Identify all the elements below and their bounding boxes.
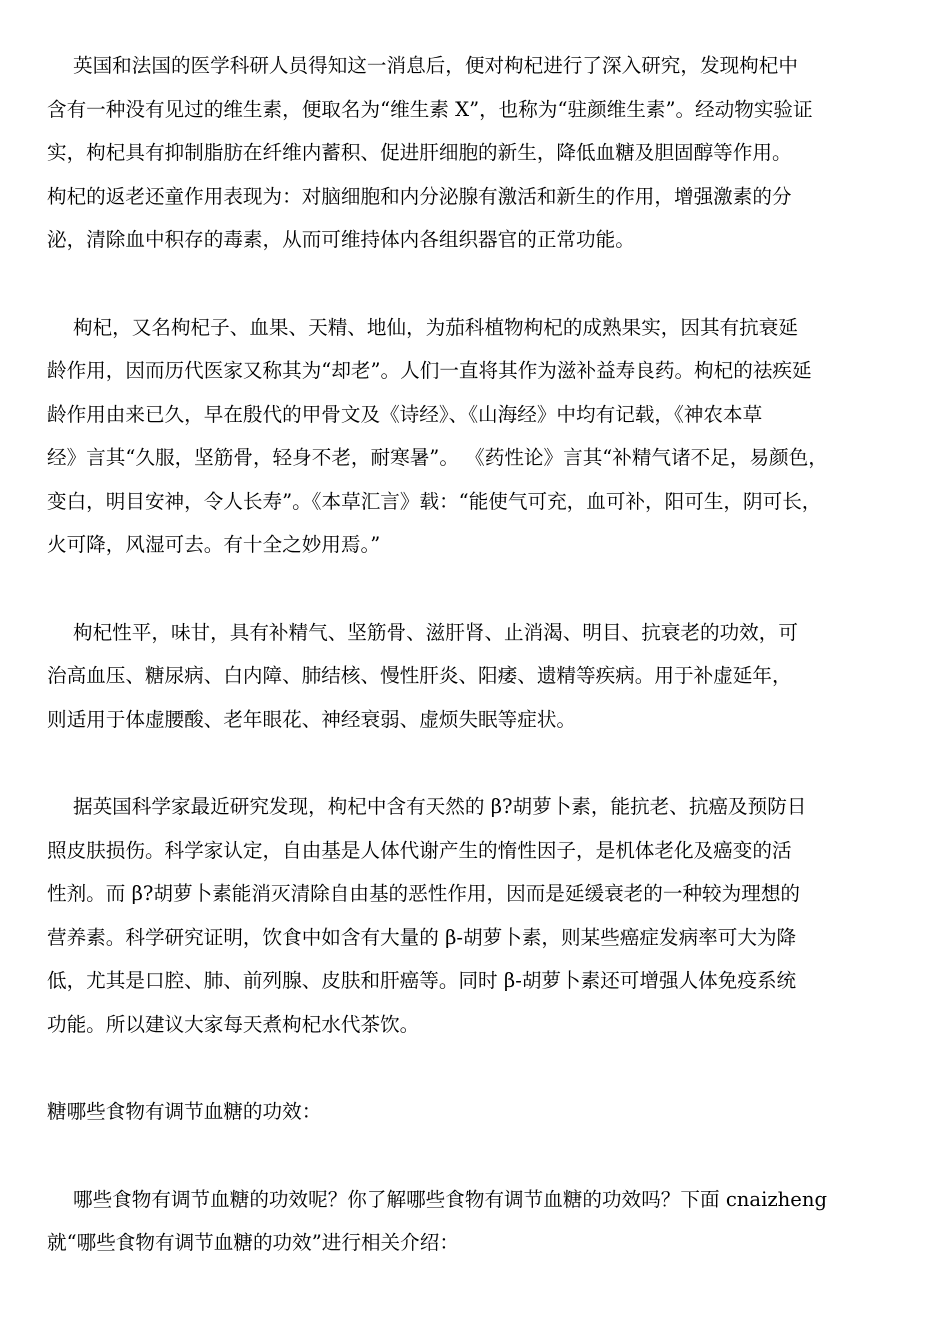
text-line: 泌，清除血中积存的毒素，从而可维持体内各组织器官的正常功能。 xyxy=(47,228,635,251)
paragraph-spacer xyxy=(47,567,907,611)
paragraph-spacer xyxy=(47,741,907,785)
text-line: 哪些食物有调节血糖的功效呢？你了解哪些食物有调节血糖的功效吗？下面 cnaizheng xyxy=(73,1187,828,1211)
section-heading: 糖哪些食物有调节血糖的功效： xyxy=(47,1100,322,1123)
paragraph-goji-vitamin-x xyxy=(47,44,907,262)
text-line: 火可降，风湿可去。有十全之妙用焉。” xyxy=(47,533,381,556)
text-line: 营养素。科学研究证明，饮食中如含有大量的 β-胡萝卜素，则某些癌症发病率可大为降 xyxy=(47,925,797,949)
paragraph-spacer xyxy=(47,262,907,306)
text-line: 实，枸杞具有抑制脂肪在纤维内蓄积、促进肝细胞的新生，降低血糖及胆固醇等作用。 xyxy=(47,141,792,164)
text-line: 治高血压、糖尿病、白内障、肺结核、慢性肝炎、阳痿、遗精等疾病。用于补虚延年， xyxy=(47,664,792,687)
text-line: 枸杞性平，味甘，具有补精气、坚筋骨、滋肝肾、止消渴、明目、抗衰老的功效，可 xyxy=(73,620,798,644)
paragraph-goji-properties xyxy=(47,611,907,742)
text-line: 含有一种没有见过的维生素，便取名为“维生素 X”，也称为“驻颜维生素”。经动物实验证 xyxy=(47,97,813,121)
text-line: 低，尤其是口腔、肺、前列腺、皮肤和肝癌等。同时 β-胡萝卜素还可增强人体免疫系统 xyxy=(47,969,797,992)
paragraph-spacer xyxy=(47,1134,907,1178)
text-line: 枸杞的返老还童作用表现为：对脑细胞和内分泌腺有激活和新生的作用，增强激素的分 xyxy=(47,184,792,208)
document-page xyxy=(47,44,907,1265)
text-line: 据英国科学家最近研究发现，枸杞中含有天然的 β?胡萝卜素，能抗老、抗癌及预防日 xyxy=(73,795,807,818)
paragraph-goji-history xyxy=(47,306,907,567)
text-line: 枸杞，又名枸杞子、血果、天精、地仙，为茄科植物枸杞的成熟果实，因其有抗衰延 xyxy=(73,315,798,339)
text-line: 性剂。而 β?胡萝卜素能消灭清除自由基的恶性作用，因而是延缓衰老的一种较为理想的 xyxy=(47,882,801,905)
text-line: 功能。所以建议大家每天煮枸杞水代茶饮。 xyxy=(47,1012,420,1036)
text-line: 龄作用由来已久，早在殷代的甲骨文及《诗经》、《山海经》中均有记载，《神农本草 xyxy=(47,402,763,426)
text-line: 就“哪些食物有调节血糖的功效”进行相关介绍： xyxy=(47,1231,459,1254)
text-line: 经》言其“久服，坚筋骨，轻身不老，耐寒暑”。 《药性论》言其“补精气诸不足，易颜色， xyxy=(47,446,828,469)
text-line: 龄作用，因而历代医家又称其为“却老”。人们一直将其作为滋补益寿良药。枸杞的祛疾延 xyxy=(47,359,812,382)
paragraph-goji-beta-carotene xyxy=(47,785,907,1046)
text-line: 变白，明目安神，令人长寿”。《本草汇言》载：“能使气可充，血可补，阳可生，阴可长， xyxy=(47,489,822,513)
text-line: 英国和法国的医学科研人员得知这一消息后，便对枸杞进行了深入研究，发现枸杞中 xyxy=(73,54,798,77)
paragraph-spacer xyxy=(47,1046,907,1090)
paragraph-blood-sugar-intro xyxy=(47,1178,907,1265)
text-line: 照皮肤损伤。科学家认定，自由基是人体代谢产生的惰性因子，是机体老化及癌变的活 xyxy=(47,838,792,862)
text-line: 则适用于体虚腰酸、老年眼花、神经衰弱、虚烦失眠等症状。 xyxy=(47,707,577,731)
